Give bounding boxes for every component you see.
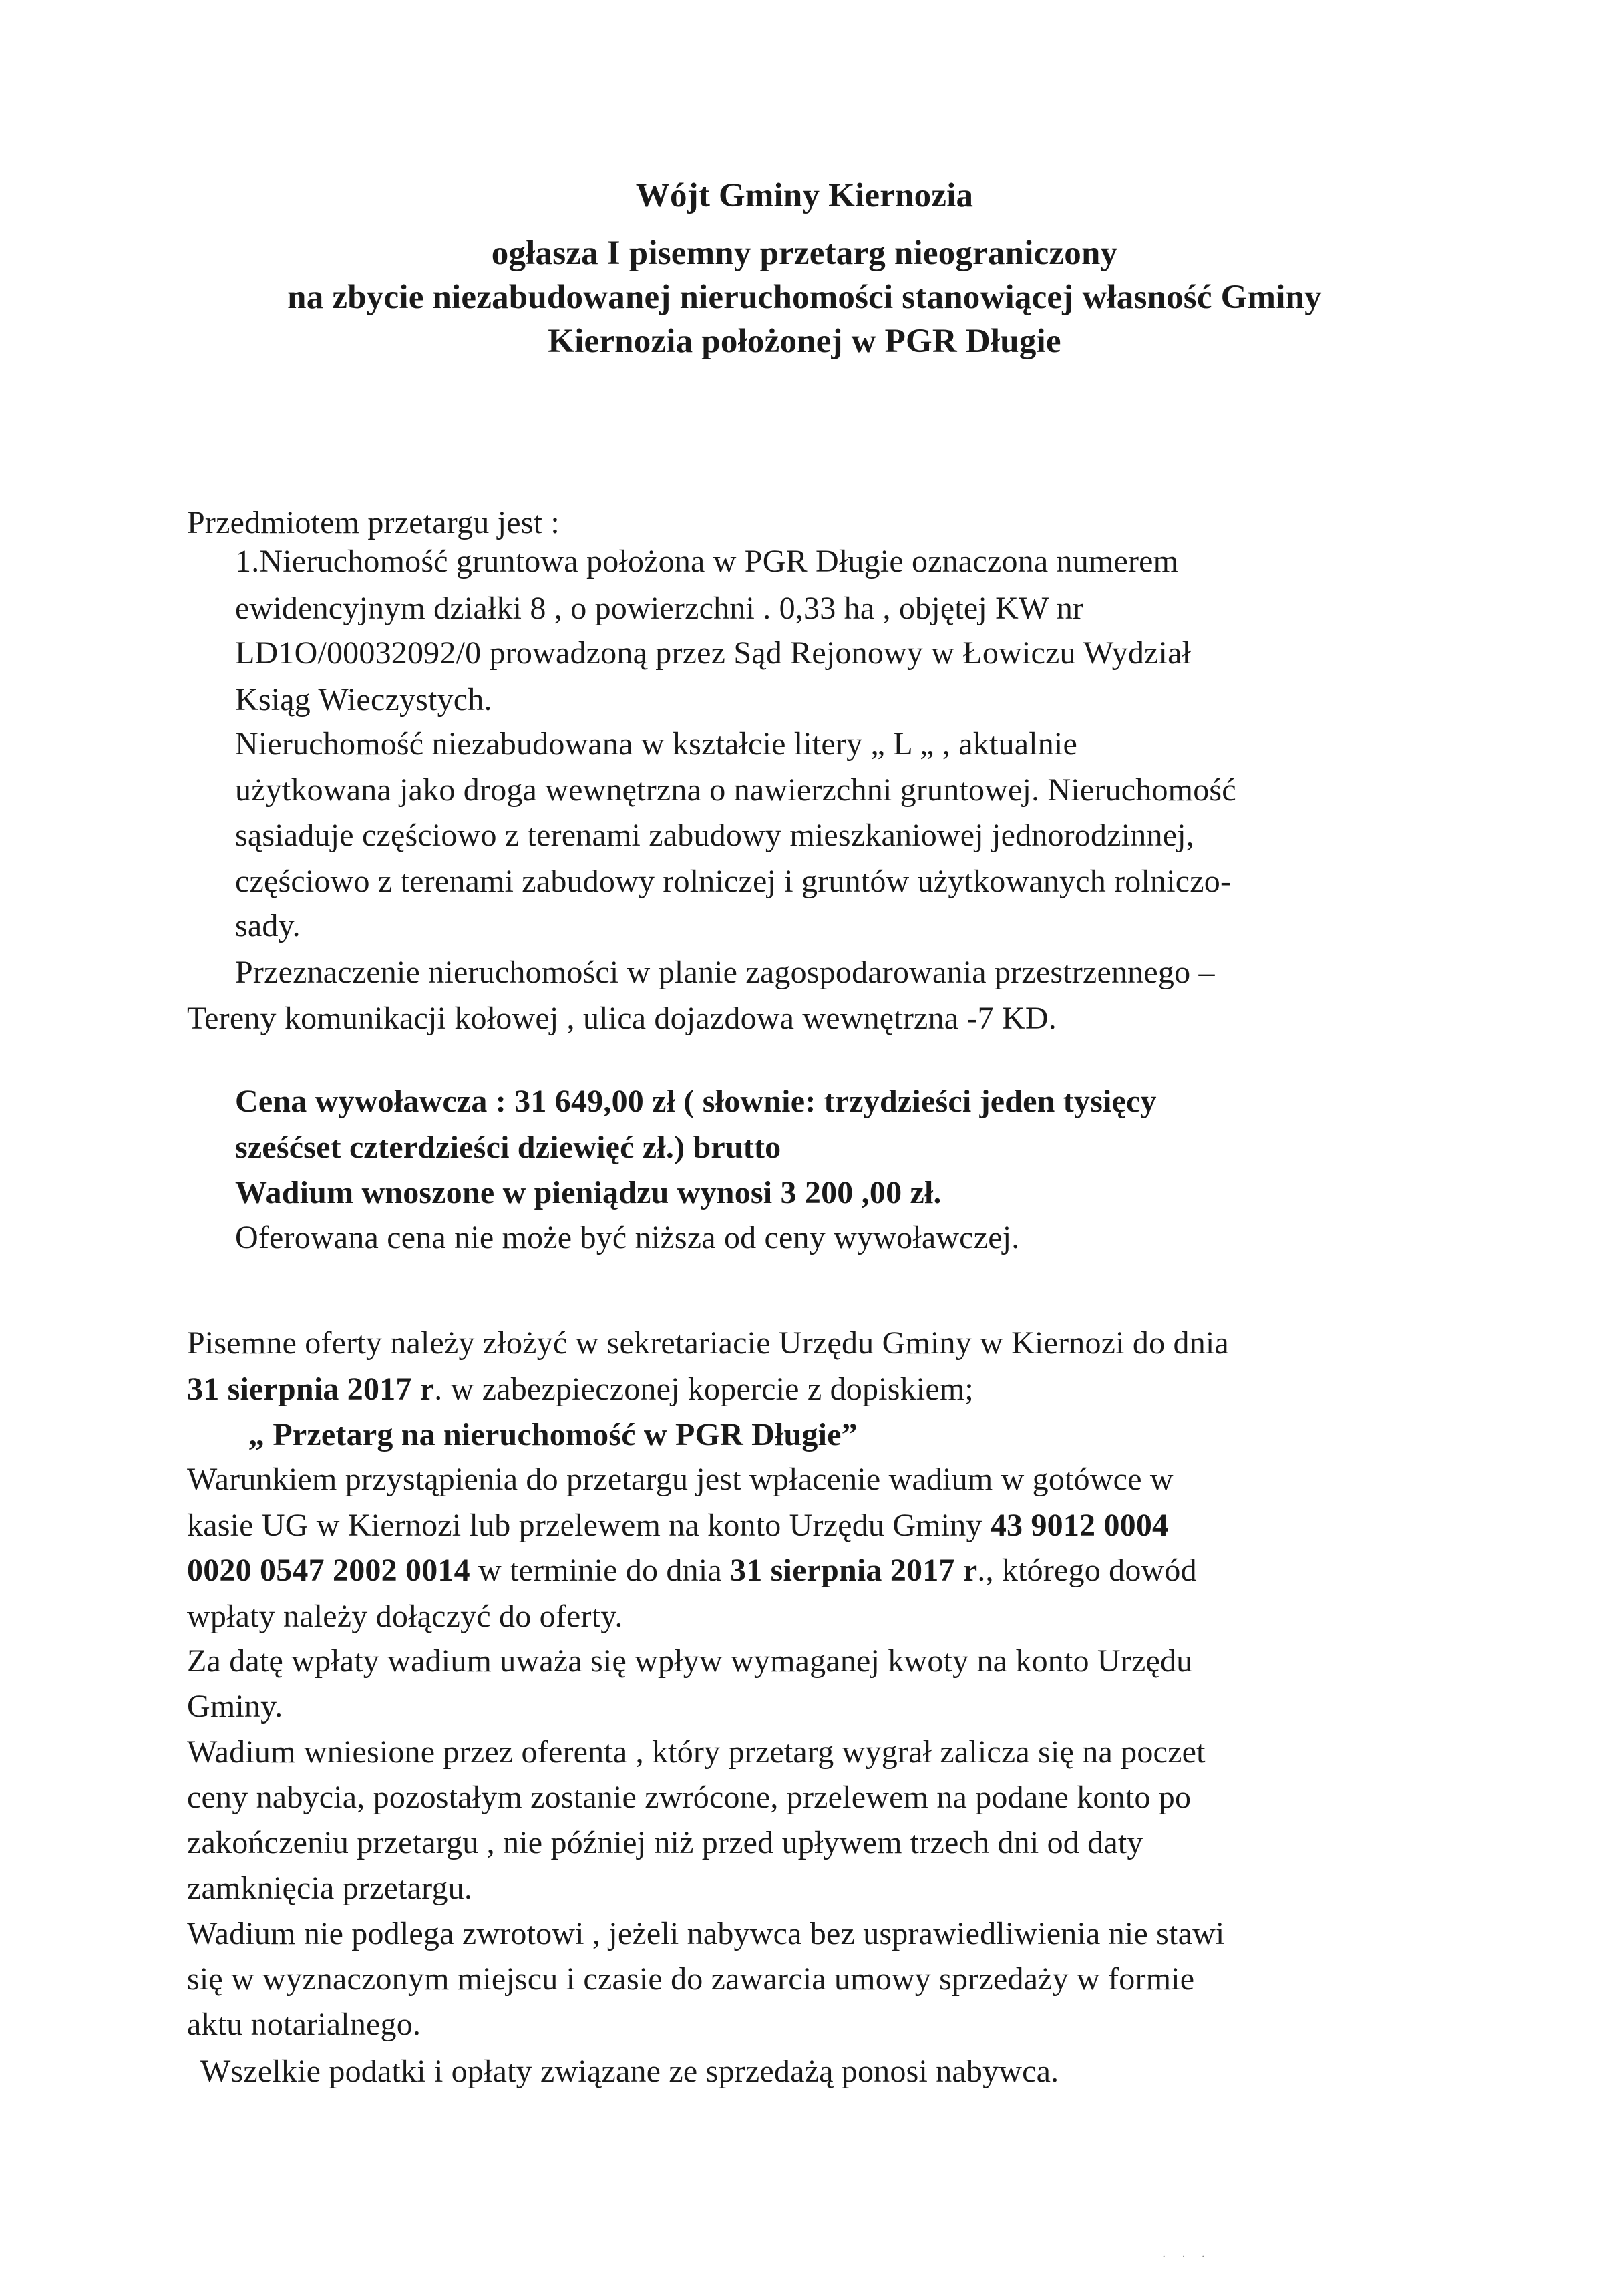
- heading-line-4: Kiernozia położonej w PGR Długie: [548, 323, 1061, 360]
- description-line: sady.: [235, 908, 301, 943]
- subject-item-line: LD1O/00032092/0 prowadzoną przez Sąd Rejonowy w Łowiczu Wydział: [235, 635, 1192, 671]
- offers-line: się w wyznaczonym miejscu i czasie do zawarcia umowy sprzedaży w formie: [187, 1961, 1195, 1997]
- heading-line-1: Wójt Gminy Kiernozia: [635, 177, 974, 214]
- plan-line: Tereny komunikacji kołowej , ulica dojazdowa wewnętrzna -7 KD.: [187, 1001, 1057, 1036]
- description-line: sąsiaduje częściowo z terenami zabudowy mieszkaniowej jednorodzinnej,: [235, 818, 1194, 853]
- deposit-line: Wadium wnoszone w pieniądzu wynosi 3 200 ,00 zł.: [235, 1175, 942, 1210]
- bank-account-part: 0020 0547 2002 0014: [187, 1552, 470, 1588]
- scan-speck: · · ·: [1162, 2251, 1212, 2263]
- offers-line: Wadium wniesione przez oferenta , który przetarg wygrał zalicza się na poczet: [187, 1734, 1206, 1770]
- offers-line: Pisemne oferty należy złożyć w sekretariacie Urzędu Gminy w Kiernozi do dnia: [187, 1325, 1229, 1361]
- asking-price-words-line: sześćset czterdzieści dziewięć zł.) brutto: [235, 1130, 781, 1165]
- offers-line: wpłaty należy dołączyć do oferty.: [187, 1599, 623, 1634]
- offers-line: Wadium nie podlega zwrotowi , jeżeli nabywca bez usprawiedliwienia nie stawi: [187, 1916, 1225, 1951]
- subject-item-line: 1.Nieruchomość gruntowa położona w PGR Długie oznaczona numerem: [235, 544, 1179, 579]
- offers-line: Warunkiem przystąpienia do przetargu jest wpłacenie wadium w gotówce w: [187, 1462, 1174, 1497]
- heading-line-3: na zbycie niezabudowanej nieruchomości stanowiącej własność Gminy: [287, 279, 1322, 316]
- deadline-date: 31 sierpnia 2017 r: [730, 1552, 978, 1588]
- offers-line: zakończeniu przetargu , nie później niż przed upływem trzech dni od daty: [187, 1825, 1143, 1860]
- offers-line: zamknięcia przetargu.: [187, 1870, 473, 1906]
- offers-deadline-line: 31 sierpnia 2017 r. w zabezpieczonej kopercie z dopiskiem;: [187, 1371, 974, 1407]
- min-price-line: Oferowana cena nie może być niższa od ceny wywoławczej.: [235, 1220, 1020, 1255]
- envelope-annotation: „ Przetarg na nieruchomość w PGR Długie”: [248, 1417, 858, 1452]
- taxes-line: Wszelkie podatki i opłaty związane ze sprzedażą ponosi nabywca.: [200, 2054, 1059, 2089]
- offers-line: ceny nabycia, pozostałym zostanie zwrócone, przelewem na podane konto po: [187, 1780, 1192, 1815]
- offers-line: Za datę wpłaty wadium uważa się wpływ wymaganej kwoty na konto Urzędu: [187, 1643, 1193, 1679]
- bank-account-part: 43 9012 0004: [990, 1508, 1169, 1543]
- asking-price-line: Cena wywoławcza : 31 649,00 zł ( słownie: trzydzieści jeden tysięcy: [235, 1084, 1157, 1119]
- subject-item-line: Ksiąg Wieczystych.: [235, 682, 492, 717]
- subject-intro: Przedmiotem przetargu jest :: [187, 505, 560, 540]
- bank-account-line: 0020 0547 2002 0014 w terminie do dnia 31 sierpnia 2017 r., którego dowód: [187, 1552, 1197, 1588]
- description-line: użytkowana jako droga wewnętrzna o nawierzchni gruntowej. Nieruchomość: [235, 772, 1236, 808]
- deadline-date: 31 sierpnia 2017 r: [187, 1371, 435, 1407]
- plan-line: Przeznaczenie nieruchomości w planie zagospodarowania przestrzennego –: [235, 955, 1215, 990]
- offers-line: aktu notarialnego.: [187, 2007, 421, 2042]
- subject-item-line: ewidencyjnym działki 8 , o powierzchni . 0,33 ha , objętej KW nr: [235, 591, 1084, 626]
- description-line: częściowo z terenami zabudowy rolniczej i gruntów użytkowanych rolniczo-: [235, 864, 1232, 899]
- description-line: Nieruchomość niezabudowana w kształcie litery „ L „ , aktualnie: [235, 726, 1077, 762]
- bank-account-line: kasie UG w Kiernozi lub przelewem na konto Urzędu Gminy 43 9012 0004: [187, 1508, 1169, 1543]
- offers-line: Gminy.: [187, 1689, 283, 1724]
- heading-line-2: ogłasza I pisemny przetarg nieograniczony: [491, 234, 1118, 272]
